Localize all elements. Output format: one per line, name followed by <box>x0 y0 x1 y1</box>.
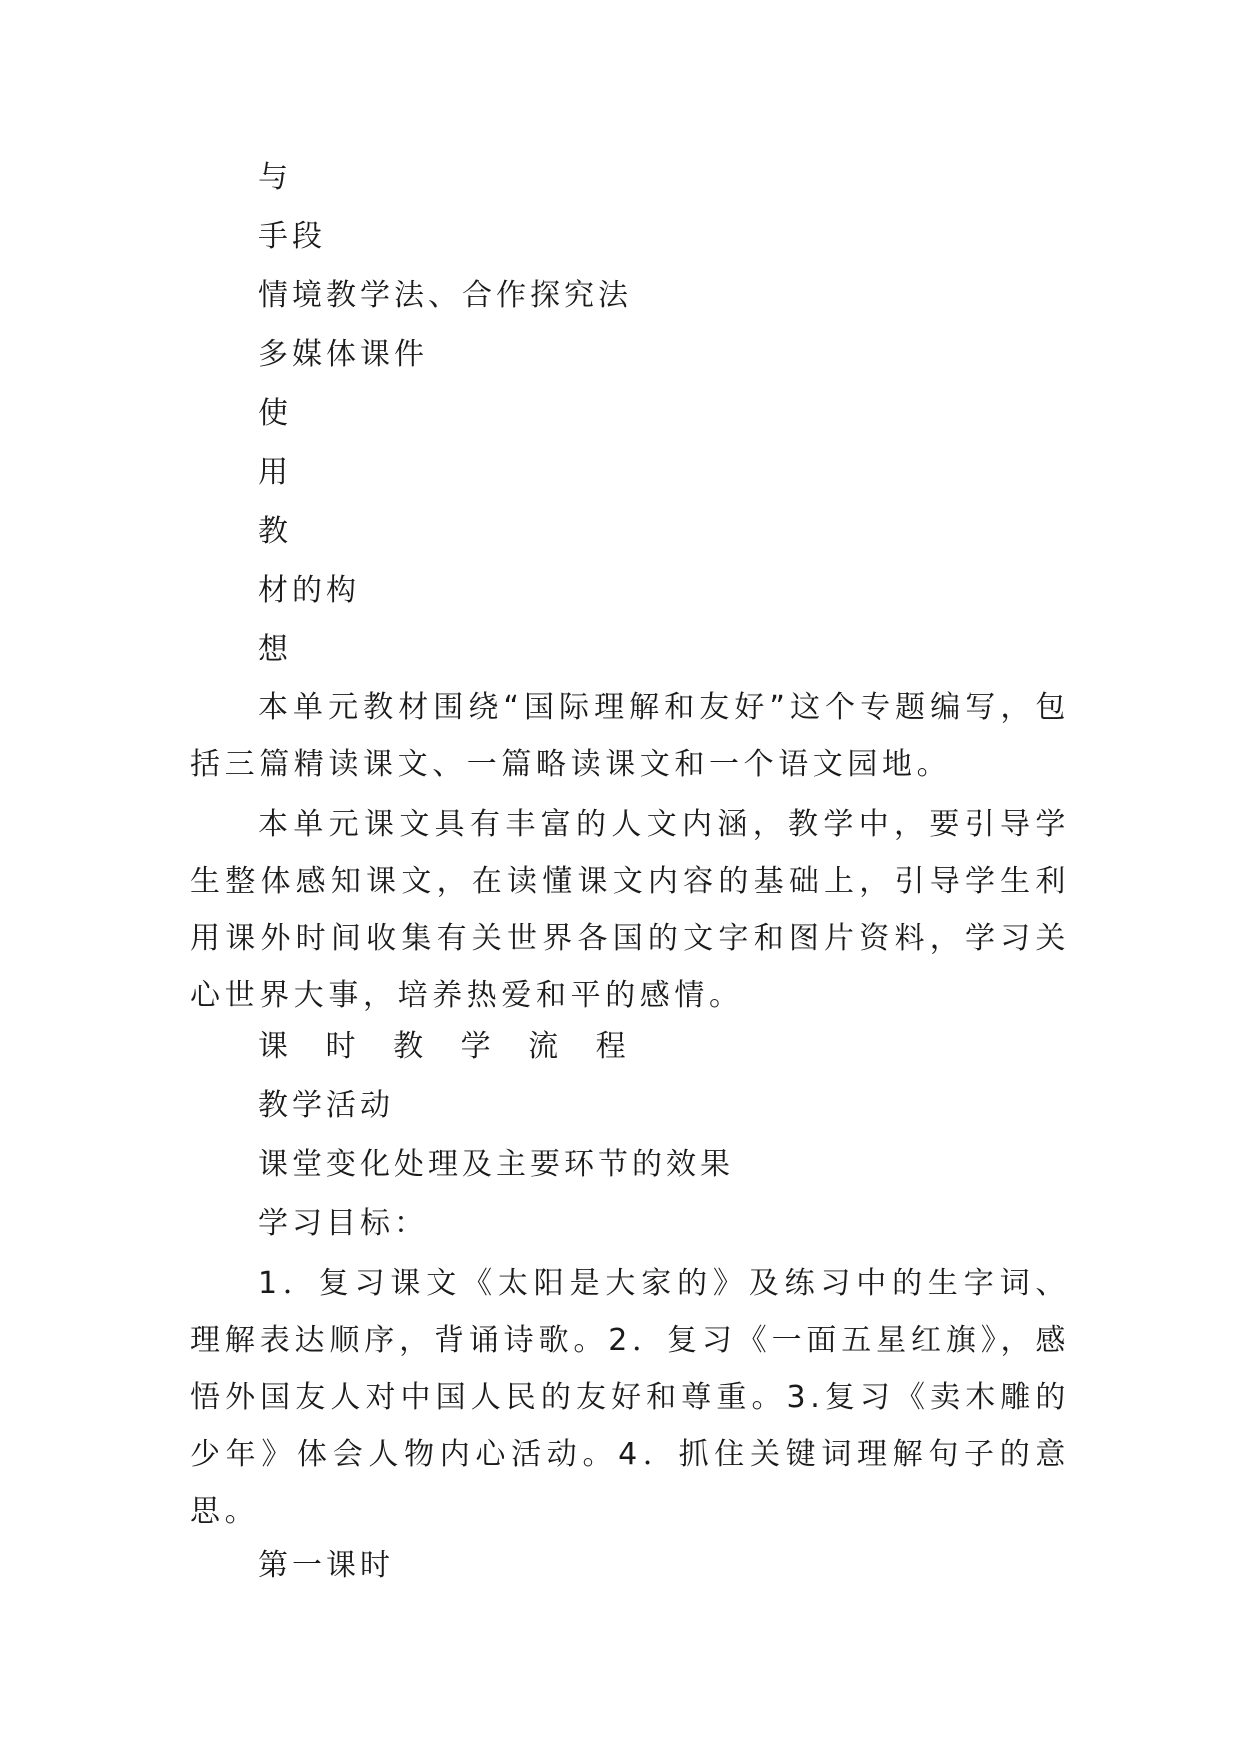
text-line-1: 与 <box>258 160 292 195</box>
text-teaching-activity: 教学活动 <box>258 1088 394 1123</box>
text-first-lesson: 第一课时 <box>258 1548 394 1583</box>
text-objectives-label: 学习目标： <box>258 1206 428 1241</box>
text-line-6: 用 <box>258 455 292 490</box>
text-line-2: 手段 <box>258 219 326 254</box>
text-line-methods: 情境教学法、合作探究法 <box>258 278 632 313</box>
text-classroom-changes: 课堂变化处理及主要环节的效果 <box>258 1147 734 1182</box>
paragraph-unit-overview: 本单元教材围绕“国际理解和友好”这个专题编写，包括三篇精读课文、一篇略读课文和一个语文园地。 <box>190 690 1070 782</box>
section-title-flow: 课 时 教 学 流 程 <box>258 1029 640 1064</box>
text-line-5: 使 <box>258 396 292 431</box>
text-line-media: 多媒体课件 <box>258 337 428 372</box>
text-line-7: 教 <box>258 514 292 549</box>
paragraph-objectives: 1．复习课文《太阳是大家的》及练习中的生字词、理解表达顺序，背诵诗歌。2．复习《一面五星红旗》，感悟外国友人对中国人民的友好和尊重。3.复习《卖木雕的少年》体会人物内心活动。4．抓住关键词理解句子的意思。 <box>190 1266 1070 1529</box>
document-content <box>190 158 1070 1605</box>
text-line-8: 材的构 <box>258 573 360 608</box>
paragraph-unit-content: 本单元课文具有丰富的人文内涵，教学中，要引导学生整体感知课文，在读懂课文内容的基础上，引导学生利用课外时间收集有关世界各国的文字和图片资料，学习关心世界大事，培养热爱和平的感情。 <box>190 807 1070 1013</box>
text-line-9: 想 <box>258 632 292 667</box>
